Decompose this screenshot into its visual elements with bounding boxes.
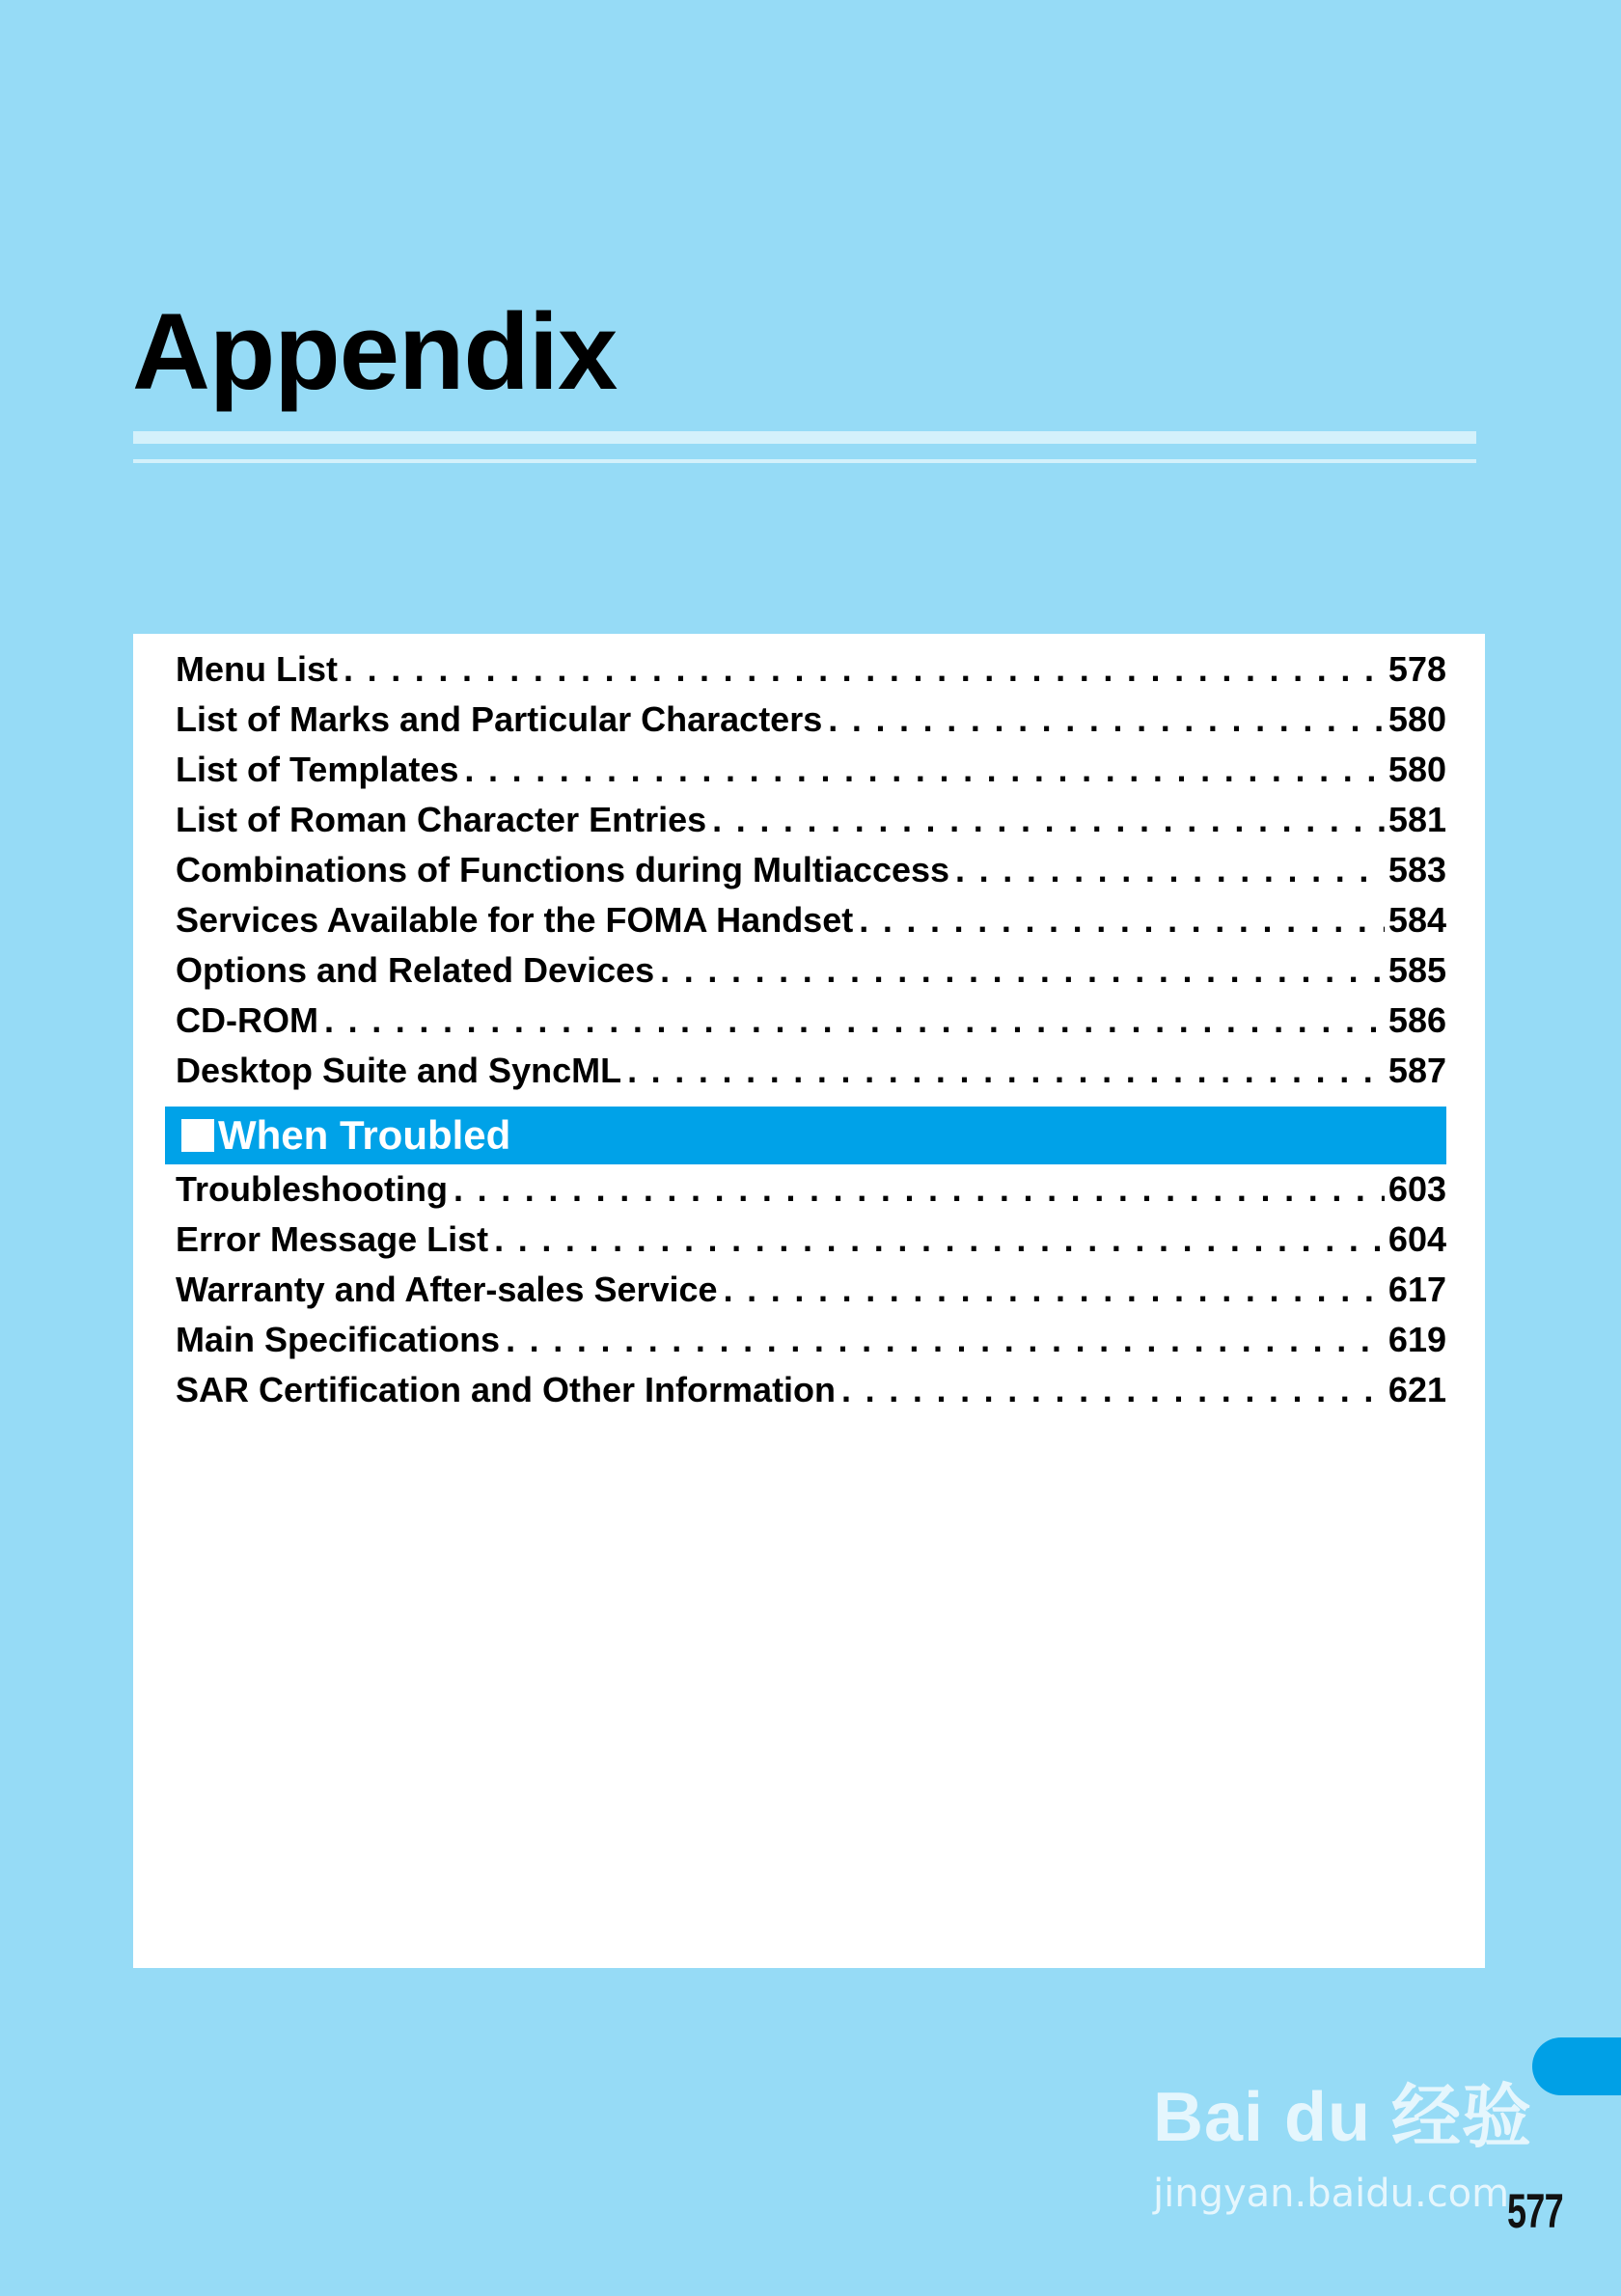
toc-page: 584 <box>1387 900 1446 940</box>
dot-leader <box>955 845 1385 895</box>
dot-leader <box>506 1315 1385 1365</box>
title-rule-thin <box>133 459 1476 463</box>
toc-label: List of Templates <box>176 750 459 789</box>
toc-item-templates[interactable] <box>176 745 1446 795</box>
page-number: 577 <box>1507 2184 1563 2238</box>
dot-leader <box>324 996 1385 1046</box>
toc-item-error-messages[interactable] <box>176 1215 1446 1265</box>
page-title: Appendix <box>132 291 618 412</box>
dot-leader <box>494 1215 1385 1265</box>
toc-page: 578 <box>1387 649 1446 689</box>
toc-item-menu-list[interactable] <box>176 644 1446 695</box>
toc-item-troubleshooting[interactable] <box>176 1164 1446 1215</box>
toc-label: Troubleshooting <box>176 1169 448 1209</box>
toc-page: 586 <box>1387 1000 1446 1040</box>
toc-label: List of Roman Character Entries <box>176 800 707 839</box>
toc-item-marks-characters[interactable] <box>176 695 1446 745</box>
dot-leader <box>841 1365 1385 1415</box>
toc-main-list <box>176 644 1446 1096</box>
toc-page: 585 <box>1387 950 1446 990</box>
toc-page: 619 <box>1387 1320 1446 1359</box>
toc-item-services[interactable] <box>176 895 1446 945</box>
toc-item-multiaccess[interactable] <box>176 845 1446 895</box>
toc-page: 583 <box>1387 850 1446 889</box>
section-header-when-troubled <box>165 1107 1446 1164</box>
toc-page: 587 <box>1387 1051 1446 1090</box>
section-title: When Troubled <box>218 1112 511 1158</box>
dot-leader <box>859 895 1385 945</box>
toc-label: List of Marks and Particular Characters <box>176 699 823 739</box>
toc-label: Options and Related Devices <box>176 950 655 990</box>
dot-leader <box>724 1265 1385 1315</box>
thumb-index-tab <box>1532 2037 1621 2095</box>
toc-page: 617 <box>1387 1270 1446 1309</box>
toc-item-roman-entries[interactable] <box>176 795 1446 845</box>
square-bullet-icon <box>181 1119 214 1152</box>
toc-troubled-list <box>176 1164 1446 1415</box>
toc-item-cd-rom[interactable] <box>176 996 1446 1046</box>
dot-leader <box>453 1164 1385 1215</box>
dot-leader <box>828 695 1385 745</box>
toc-page: 580 <box>1387 750 1446 789</box>
toc-label: CD-ROM <box>176 1000 318 1040</box>
watermark-logo: Bai du 经验 <box>1153 2079 1533 2156</box>
watermark-url: jingyan.baidu.com <box>1153 2172 1510 2216</box>
toc-item-warranty[interactable] <box>176 1265 1446 1315</box>
toc-page: 604 <box>1387 1219 1446 1259</box>
toc-label: Error Message List <box>176 1219 489 1259</box>
toc-label: Menu List <box>176 649 338 689</box>
toc-label: Main Specifications <box>176 1320 501 1359</box>
dot-leader <box>660 945 1385 996</box>
dot-leader <box>627 1046 1385 1096</box>
toc-page: 580 <box>1387 699 1446 739</box>
toc-page: 621 <box>1387 1370 1446 1409</box>
dot-leader <box>343 644 1385 695</box>
toc-item-specifications[interactable] <box>176 1315 1446 1365</box>
toc-label: Combinations of Functions during Multiaccess <box>176 850 950 889</box>
toc-page: 581 <box>1387 800 1446 839</box>
toc-label: SAR Certification and Other Information <box>176 1370 837 1409</box>
title-rule-thick <box>133 431 1476 444</box>
toc-item-sar-certification[interactable] <box>176 1365 1446 1415</box>
toc-label: Warranty and After-sales Service <box>176 1270 718 1309</box>
contents-panel <box>133 634 1485 1968</box>
toc-page: 603 <box>1387 1169 1446 1209</box>
toc-label: Desktop Suite and SyncML <box>176 1051 622 1090</box>
toc-item-options-devices[interactable] <box>176 945 1446 996</box>
dot-leader <box>464 745 1385 795</box>
toc-item-desktop-suite[interactable] <box>176 1046 1446 1096</box>
dot-leader <box>712 795 1385 845</box>
toc-label: Services Available for the FOMA Handset <box>176 900 854 940</box>
